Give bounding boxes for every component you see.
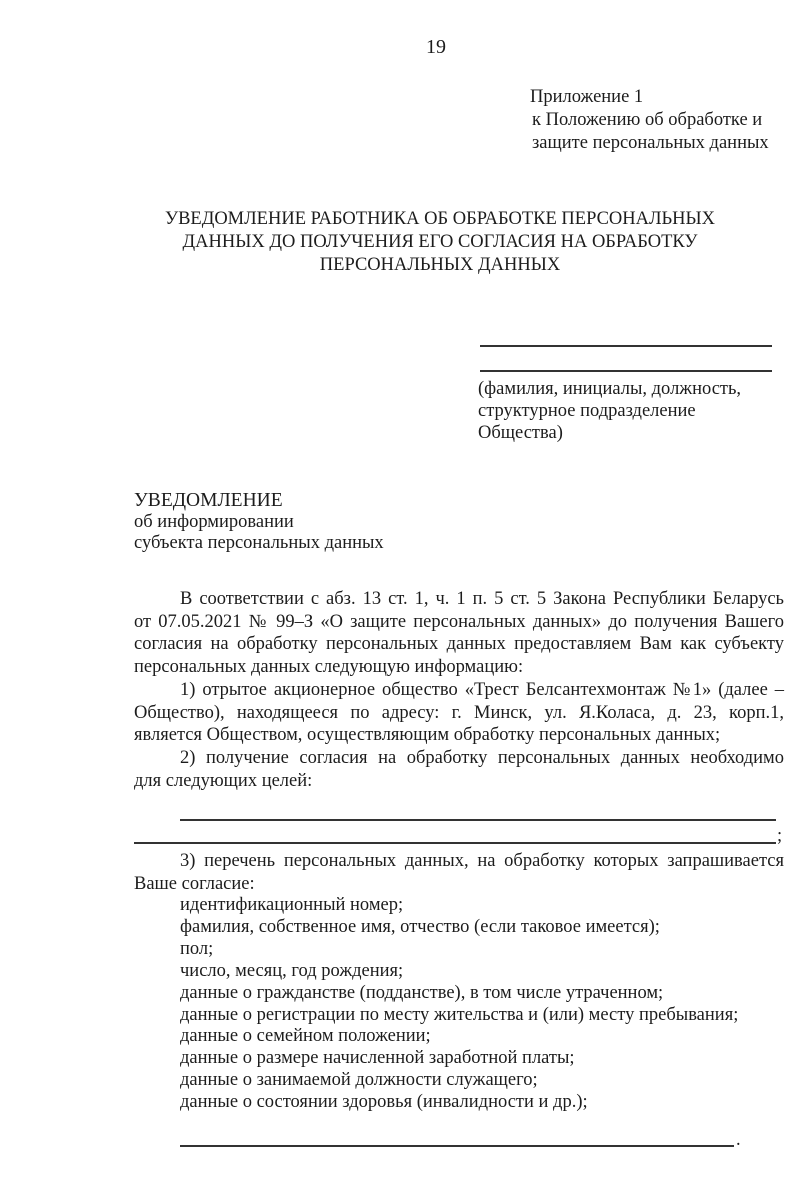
purpose-end-mark: ; (777, 826, 783, 846)
notice-heading-line-3: субъекта персональных данных (134, 533, 384, 553)
recipient-blank-line-2[interactable] (480, 370, 772, 372)
purpose-blank-line-1[interactable] (180, 819, 776, 821)
list-item: пол; (180, 938, 214, 959)
list-item: данные о размере начисленной заработной платы; (180, 1048, 575, 1069)
appendix-line-3: защите персональных данных (532, 133, 769, 153)
appendix-reference (530, 86, 769, 155)
notice-heading-line-2: об информировании (134, 511, 294, 532)
item-2-line-1: 2) получение согласия на обработку персональных данных необходимо (180, 748, 784, 768)
page-number: 19 (426, 36, 446, 58)
recipient-caption (478, 378, 741, 444)
list-item: данные о регистрации по месту жительства и (или) месту пребывания; (180, 1004, 739, 1025)
list-end-mark: . (736, 1130, 741, 1150)
caption-line-1: (фамилия, инициалы, должность, (478, 379, 742, 399)
caption-line-2: структурное подразделение (478, 401, 696, 421)
appendix-line-1: Приложение 1 (530, 87, 644, 107)
notice-heading-title: УВЕДОМЛЕНИЕ (134, 490, 283, 511)
personal-data-list (180, 895, 738, 1114)
item-3-paragraph (134, 850, 784, 895)
intro-paragraph (134, 588, 784, 678)
recipient-blank-line-1[interactable] (480, 345, 772, 347)
intro-line-1: В соответствии с абз. 13 ст. 1, ч. 1 п. 5 ст. 5 Закона Республики Беларусь (180, 589, 784, 609)
list-item: число, месяц, год рождения; (180, 960, 404, 981)
intro-line-2: от 07.05.2021 № 99–З «О защите персональных данных» до получения Вашего (134, 611, 784, 632)
title-line-1: УВЕДОМЛЕНИЕ РАБОТНИКА ОБ ОБРАБОТКЕ ПЕРСОНАЛЬНЫХ (164, 209, 716, 229)
item-1-line-2: Общество), находящееся по адресу: г. Минск, ул. Я.Коласа, д. 23, корп.1, (134, 702, 784, 723)
item-1-line-1: 1) отрытое акционерное общество «Трест Белсантехмонтаж №1» (далее – (180, 680, 784, 700)
item-1-paragraph (134, 679, 784, 747)
appendix-line-2: к Положению об обработке и (532, 110, 763, 130)
item-3-line-2: Ваше согласие: (134, 873, 255, 894)
intro-line-3: согласия на обработку персональных данных предоставляем Вам как субъекту (134, 634, 784, 655)
item-2-line-2: для следующих целей: (134, 770, 313, 791)
purpose-blank-line-2[interactable] (134, 842, 776, 844)
list-item: идентификационный номер; (180, 895, 404, 915)
title-line-3: ПЕРСОНАЛЬНЫХ ДАННЫХ (319, 255, 561, 275)
list-item: фамилия, собственное имя, отчество (если таковое имеется); (180, 916, 660, 937)
list-item: данные о семейном положении; (180, 1026, 431, 1047)
item-2-paragraph (134, 747, 784, 792)
caption-line-3: Общества) (478, 423, 563, 443)
intro-line-4: персональных данных следующую информацию: (134, 656, 524, 677)
list-item: данные о состоянии здоровья (инвалидности и др.); (180, 1092, 588, 1113)
additional-data-blank-line[interactable] (180, 1145, 734, 1147)
notice-heading (134, 490, 384, 555)
item-3-line-1: 3) перечень персональных данных, на обработку которых запрашивается (180, 851, 784, 871)
document-title (80, 208, 800, 277)
list-item: данные о гражданстве (подданстве), в том числе утраченном; (180, 982, 664, 1003)
item-1-line-3: является Обществом, осуществляющим обработку персональных данных; (134, 725, 721, 746)
list-item: данные о занимаемой должности служащего; (180, 1070, 538, 1091)
title-line-2: ДАННЫХ ДО ПОЛУЧЕНИЯ ЕГО СОГЛАСИЯ НА ОБРАБОТКУ (182, 232, 698, 252)
